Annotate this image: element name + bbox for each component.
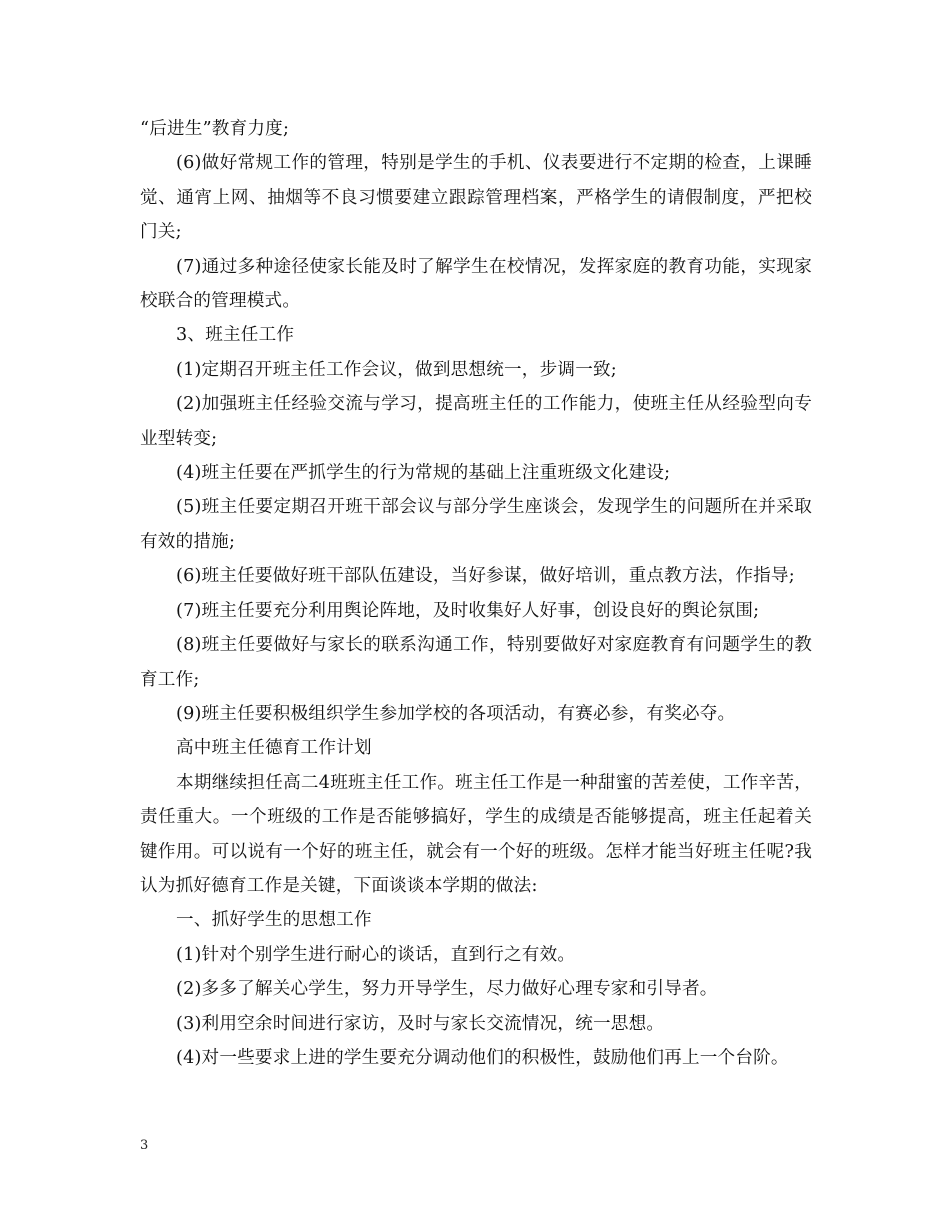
paragraph: (2)多多了解关心学生，努力开导学生，尽力做好心理专家和引导者。 [176, 979, 718, 1000]
paragraph: (6)班主任要做好班干部队伍建设，当好参谋，做好培训，重点教方法，作指导; [176, 566, 795, 587]
paragraph: 本期继续担任高二4班班主任工作。班主任工作是一种甜蜜的苦差使，工作辛苦，责任重大。一个班级的工作是否能够搞好，学生的成绩是否能够提高，班主任起着关键作用。可以说有一个好的班主任，就会有一个好的班级。怎样才能当好班主任呢?我认为抓好德育工作是关键，下面谈谈本学期的做法: [140, 772, 812, 896]
paragraph: (5)班主任要定期召开班干部会议与部分学生座谈会，发现学生的问题所在并采取有效的措施; [140, 497, 812, 552]
page-number: 3 [140, 1138, 149, 1153]
paragraph: (7)班主任要充分利用舆论阵地，及时收集好人好事，创设良好的舆论氛围; [176, 600, 760, 621]
paragraph: (8)班主任要做好与家长的联系沟通工作，特别要做好对家庭教育有问题学生的教育工作; [140, 635, 812, 690]
paragraph: 3、班主任工作 [176, 325, 295, 346]
paragraph: (3)利用空余时间进行家访，及时与家长交流情况，统一思想。 [176, 1013, 665, 1034]
paragraph: (1)针对个别学生进行耐心的谈话，直到行之有效。 [176, 944, 576, 965]
document-body [140, 112, 812, 1075]
paragraph: (4)班主任要在严抓学生的行为常规的基础上注重班级文化建设; [176, 463, 671, 484]
paragraph: (4)对一些要求上进的学生要充分调动他们的积极性，鼓励他们再上一个台阶。 [176, 1047, 789, 1068]
paragraph: “后进生”教育力度; [140, 119, 290, 139]
paragraph: (1)定期召开班主任工作会议，做到思想统一，步调一致; [176, 359, 617, 380]
paragraph: (2)加强班主任经验交流与学习，提高班主任的工作能力，使班主任从经验型向专业型转变; [140, 394, 812, 449]
paragraph: (7)通过多种途径使家长能及时了解学生在校情况，发挥家庭的教育功能，实现家校联合的管理模式。 [140, 256, 812, 312]
paragraph: 一、抓好学生的思想工作 [176, 910, 372, 931]
paragraph: 高中班主任德育工作计划 [176, 738, 372, 759]
paragraph: (6)做好常规工作的管理，特别是学生的手机、仪表要进行不定期的检查，上课睡觉、通宵上网、抽烟等不良习惯要建立跟踪管理档案，严格学生的请假制度，严把校门关; [140, 153, 812, 243]
paragraph: (9)班主任要积极组织学生参加学校的各项活动，有赛必参，有奖必夺。 [176, 703, 736, 724]
